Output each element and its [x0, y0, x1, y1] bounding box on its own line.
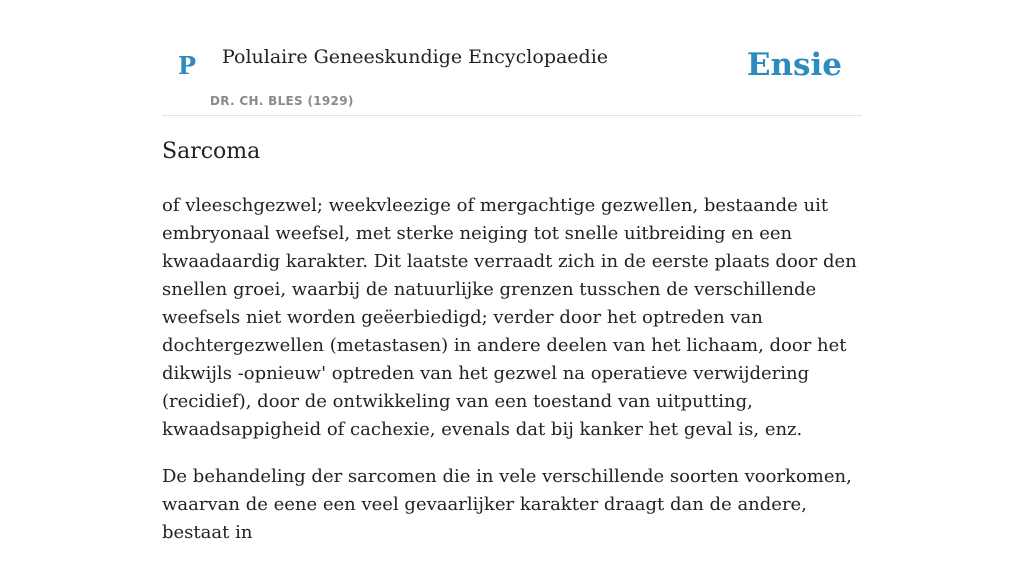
article-paragraph: De behandeling der sarcomen die in vele verschillende soorten voorkomen, waarvan de eene een veel gevaarlijker karakter draagt dan de andere, bestaat in — [162, 466, 852, 543]
book-logo-letter[interactable]: P — [178, 51, 197, 80]
book-title[interactable]: Polulaire Geneeskundige Encyclopaedie — [222, 46, 609, 68]
article-body — [162, 192, 862, 566]
article-title: Sarcoma — [162, 139, 261, 164]
article-paragraph: of vleeschgezwel; weekvleezige of mergachtige gezwellen, bestaande uit embryonaal weefsel, met sterke neiging tot snelle uitbreiding en een kwaadaardig karakter. Dit laatste verraadt zich in de eerste plaats door den snellen groei, waarbij de natuurlijke grenzen tusschen de verschillende weefsels niet worden geëerbiedigd; verder door het optreden van dochtergezwellen (metastasen) in andere deelen van het lichaam, door het dikwijls -opnieuw' optreden van het gezwel na operatieve verwijdering (recidief), door de ontwikkeling van een toestand van uitputting, kwaadsappigheid of cachexie, evenals dat bij kanker het geval is, enz. — [162, 195, 857, 440]
content-container — [162, 0, 862, 543]
ensie-logo[interactable]: Ensie — [746, 47, 842, 83]
page-header — [162, 0, 862, 116]
book-author: DR. CH. BLES (1929) — [210, 94, 354, 108]
